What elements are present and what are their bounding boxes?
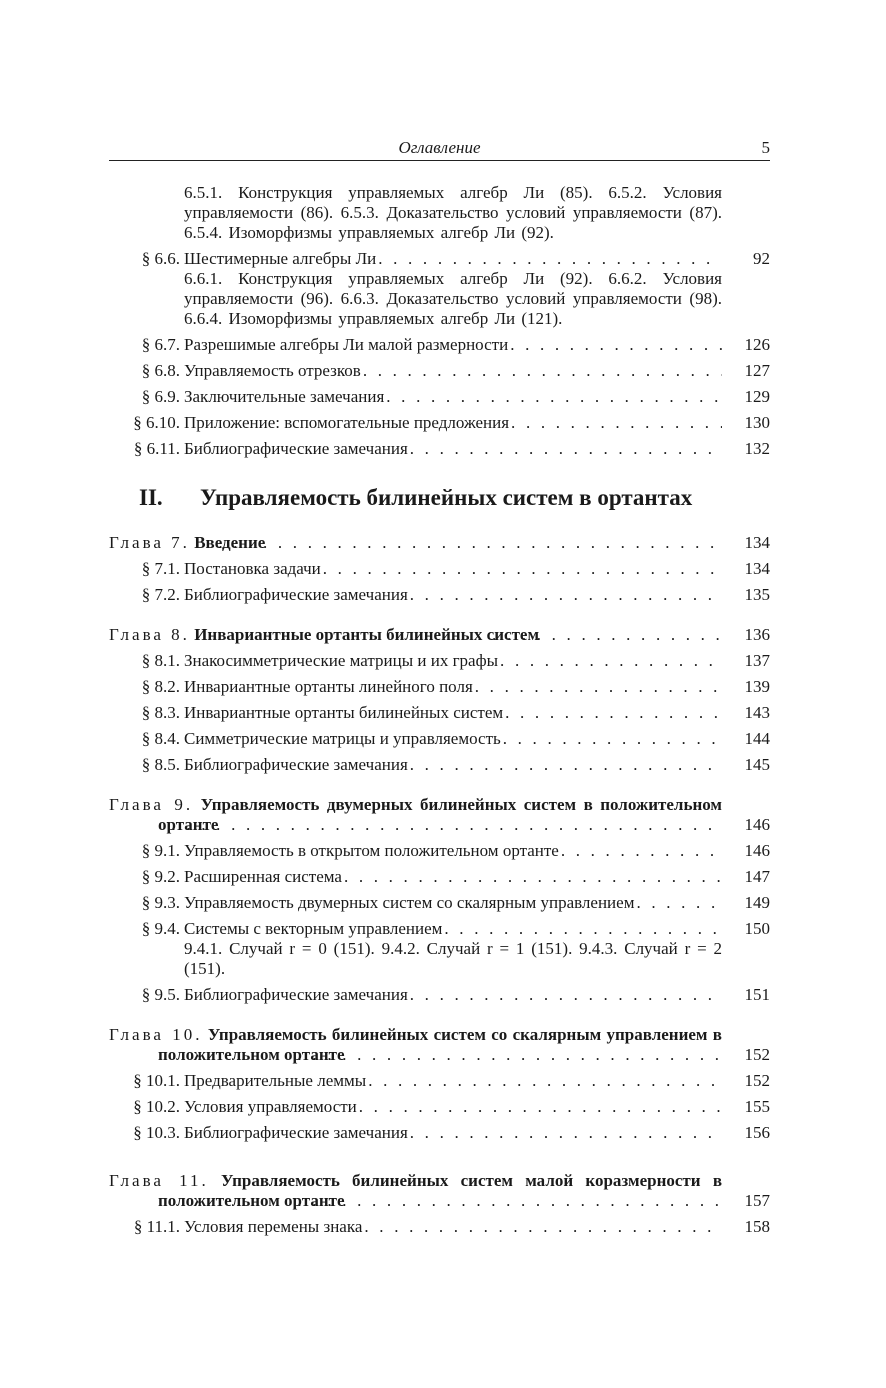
- running-header: [109, 138, 770, 161]
- chapter-title[interactable]: Инвариантные ортанты билинейных систем: [194, 625, 540, 644]
- section-number: § 9.1.: [141, 841, 180, 860]
- entry-page-number[interactable]: 127: [722, 361, 770, 381]
- toc-entry-section[interactable]: [109, 1097, 770, 1117]
- section-number: § 8.1.: [141, 651, 180, 670]
- entry-page-number[interactable]: 150: [722, 919, 770, 939]
- toc-entry-section[interactable]: [109, 387, 770, 407]
- section-number: § 8.4.: [141, 729, 180, 748]
- toc-page: [109, 138, 770, 1237]
- toc-entry-section[interactable]: [109, 893, 770, 913]
- toc-entry-section[interactable]: [109, 867, 770, 887]
- section-number: § 10.1.: [133, 1071, 180, 1090]
- section-number: § 7.2.: [141, 585, 180, 604]
- chapter-label: Глава 10.: [109, 1025, 203, 1044]
- part-heading: [109, 479, 770, 519]
- section-number: § 11.1.: [133, 1217, 180, 1236]
- section-number: § 9.5.: [141, 985, 180, 1004]
- section-number: § 9.2.: [141, 867, 180, 886]
- section-title[interactable]: Приложение: вспомогательные предложения: [184, 413, 510, 432]
- section-title[interactable]: Управляемость двумерных систем со скалярным управлением: [184, 893, 635, 912]
- entry-page-number[interactable]: 134: [722, 533, 770, 553]
- section-title[interactable]: Предварительные леммы: [184, 1071, 367, 1090]
- chapter-title[interactable]: Управляемость билинейных систем со скалярным управлением в положительном ортанте: [158, 1025, 722, 1064]
- section-number: § 6.7.: [141, 335, 180, 354]
- entry-page-number[interactable]: 149: [722, 893, 770, 913]
- toc-entry-section[interactable]: [109, 439, 770, 459]
- entry-page-number[interactable]: 152: [722, 1045, 770, 1065]
- toc-entry-section[interactable]: [109, 755, 770, 775]
- chapter-title[interactable]: Управляемость билинейных систем малой коразмерности в положительном ортанте: [158, 1171, 722, 1210]
- entry-page-number[interactable]: 126: [722, 335, 770, 355]
- toc-entry-chapter[interactable]: [109, 625, 770, 645]
- subsection-list: 9.4.1. Случай r = 0 (151). 9.4.2. Случай r = 1 (151). 9.4.3. Случай r = 2 (151).: [184, 939, 722, 978]
- table-of-contents: [109, 183, 770, 1237]
- section-title[interactable]: Инвариантные ортанты билинейных систем: [184, 703, 504, 722]
- entry-page-number[interactable]: 137: [722, 651, 770, 671]
- chapter-label: Глава 8.: [109, 625, 190, 644]
- entry-page-number[interactable]: 143: [722, 703, 770, 723]
- toc-entry-section[interactable]: [109, 413, 770, 433]
- toc-entry-section[interactable]: [109, 559, 770, 579]
- section-number: § 9.3.: [141, 893, 180, 912]
- toc-entry-chapter[interactable]: [109, 1025, 770, 1065]
- entry-page-number[interactable]: 146: [722, 841, 770, 861]
- page-number: 5: [761, 138, 770, 157]
- section-title[interactable]: Библиографические замечания: [184, 1123, 408, 1142]
- section-title[interactable]: Системы с векторным управлением: [184, 919, 443, 938]
- section-title[interactable]: Шестимерные алгебры Ли: [184, 249, 377, 268]
- entry-page-number[interactable]: 129: [722, 387, 770, 407]
- toc-entry-chapter[interactable]: [109, 795, 770, 835]
- section-title[interactable]: Инвариантные ортанты линейного поля: [184, 677, 473, 696]
- section-title[interactable]: Расширенная система: [184, 867, 342, 886]
- section-title[interactable]: Библиографические замечания: [184, 985, 408, 1004]
- toc-entry-chapter[interactable]: [109, 533, 770, 553]
- entry-page-number[interactable]: 155: [722, 1097, 770, 1117]
- chapter-title[interactable]: Управляемость двумерных билинейных систем в положительном ортанте: [158, 795, 722, 834]
- entry-page-number[interactable]: 151: [722, 985, 770, 1005]
- section-title[interactable]: Симметрические матрицы и управляемость: [184, 729, 501, 748]
- entry-page-number[interactable]: 130: [722, 413, 770, 433]
- toc-entry-section[interactable]: [109, 1123, 770, 1143]
- toc-entry-section[interactable]: [109, 919, 770, 939]
- section-number: § 8.2.: [141, 677, 180, 696]
- entry-page-number[interactable]: 132: [722, 439, 770, 459]
- entry-page-number[interactable]: 145: [722, 755, 770, 775]
- entry-page-number[interactable]: 92: [722, 249, 770, 269]
- section-number: § 6.6.: [141, 249, 180, 268]
- entry-page-number[interactable]: 158: [722, 1217, 770, 1237]
- section-title[interactable]: Библиографические замечания: [184, 439, 408, 458]
- section-number: § 6.11.: [133, 439, 180, 458]
- section-number: § 9.4.: [141, 919, 180, 938]
- toc-entry-section[interactable]: [109, 1071, 770, 1091]
- section-title[interactable]: Управляемость в открытом положительном ортанте: [184, 841, 559, 860]
- section-title[interactable]: Постановка задачи: [184, 559, 321, 578]
- section-number: § 8.5.: [141, 755, 180, 774]
- entry-page-number[interactable]: 139: [722, 677, 770, 697]
- toc-entry-section[interactable]: [109, 677, 770, 697]
- entry-page-number[interactable]: 147: [722, 867, 770, 887]
- section-number: § 8.3.: [141, 703, 180, 722]
- entry-page-number[interactable]: 157: [722, 1191, 770, 1211]
- entry-page-number[interactable]: 152: [722, 1071, 770, 1091]
- toc-entry-section[interactable]: [109, 703, 770, 723]
- subsection-list: 6.6.1. Конструкция управляемых алгебр Ли (92). 6.6.2. Условия управляемости (96). 6.6.3. Доказательство условий управляемости (98). 6.6.4. Изоморфизмы управляемых алгебр Ли (121).: [184, 269, 722, 328]
- chapter-title[interactable]: Введение: [194, 533, 266, 552]
- entry-page-number[interactable]: 156: [722, 1123, 770, 1143]
- section-number: § 10.2.: [133, 1097, 180, 1116]
- section-number: § 6.8.: [141, 361, 180, 380]
- toc-entry-section[interactable]: [109, 729, 770, 749]
- entry-page-number[interactable]: 144: [722, 729, 770, 749]
- section-number: § 6.10.: [133, 413, 180, 432]
- subsection-list: 6.5.1. Конструкция управляемых алгебр Ли (85). 6.5.2. Условия управляемости (86). 6.5.3. Доказательство условий управляемости (87). 6.5.4. Изоморфизмы управляемых алгебр Ли (92).: [184, 183, 722, 242]
- toc-entry-section[interactable]: [109, 249, 770, 269]
- section-title[interactable]: Условия перемены знака: [184, 1217, 363, 1236]
- entry-page-number[interactable]: 135: [722, 585, 770, 605]
- section-number: § 6.9.: [141, 387, 180, 406]
- section-title[interactable]: Библиографические замечания: [184, 755, 408, 774]
- part-title: Управляемость билинейных систем в ортантах: [200, 485, 693, 510]
- section-title[interactable]: Управляемость отрезков: [184, 361, 361, 380]
- chapter-label: Глава 9.: [109, 795, 194, 814]
- entry-page-number[interactable]: 146: [722, 815, 770, 835]
- section-number: § 10.3.: [133, 1123, 180, 1142]
- section-title[interactable]: Условия управляемости: [184, 1097, 357, 1116]
- section-number: § 7.1.: [141, 559, 180, 578]
- toc-entry-section[interactable]: [109, 585, 770, 605]
- toc-entry-section[interactable]: [109, 651, 770, 671]
- entry-page-number[interactable]: 134: [722, 559, 770, 579]
- toc-entry-section[interactable]: [109, 1217, 770, 1237]
- chapter-label: Глава 7.: [109, 533, 190, 552]
- chapter-label: Глава 11.: [109, 1171, 209, 1190]
- toc-entry-section[interactable]: [109, 335, 770, 355]
- toc-entry-chapter[interactable]: [109, 1171, 770, 1211]
- section-title[interactable]: Разрешимые алгебры Ли малой размерности: [184, 335, 509, 354]
- section-title[interactable]: Заключительные замечания: [184, 387, 385, 406]
- entry-page-number[interactable]: 136: [722, 625, 770, 645]
- part-number: II.: [139, 485, 163, 510]
- toc-entry-section[interactable]: [109, 841, 770, 861]
- toc-entry-section[interactable]: [109, 985, 770, 1005]
- section-title[interactable]: Библиографические замечания: [184, 585, 408, 604]
- section-title[interactable]: Знакосимметрические матрицы и их графы: [184, 651, 499, 670]
- toc-entry-section[interactable]: [109, 361, 770, 381]
- running-title: Оглавление: [398, 138, 481, 157]
